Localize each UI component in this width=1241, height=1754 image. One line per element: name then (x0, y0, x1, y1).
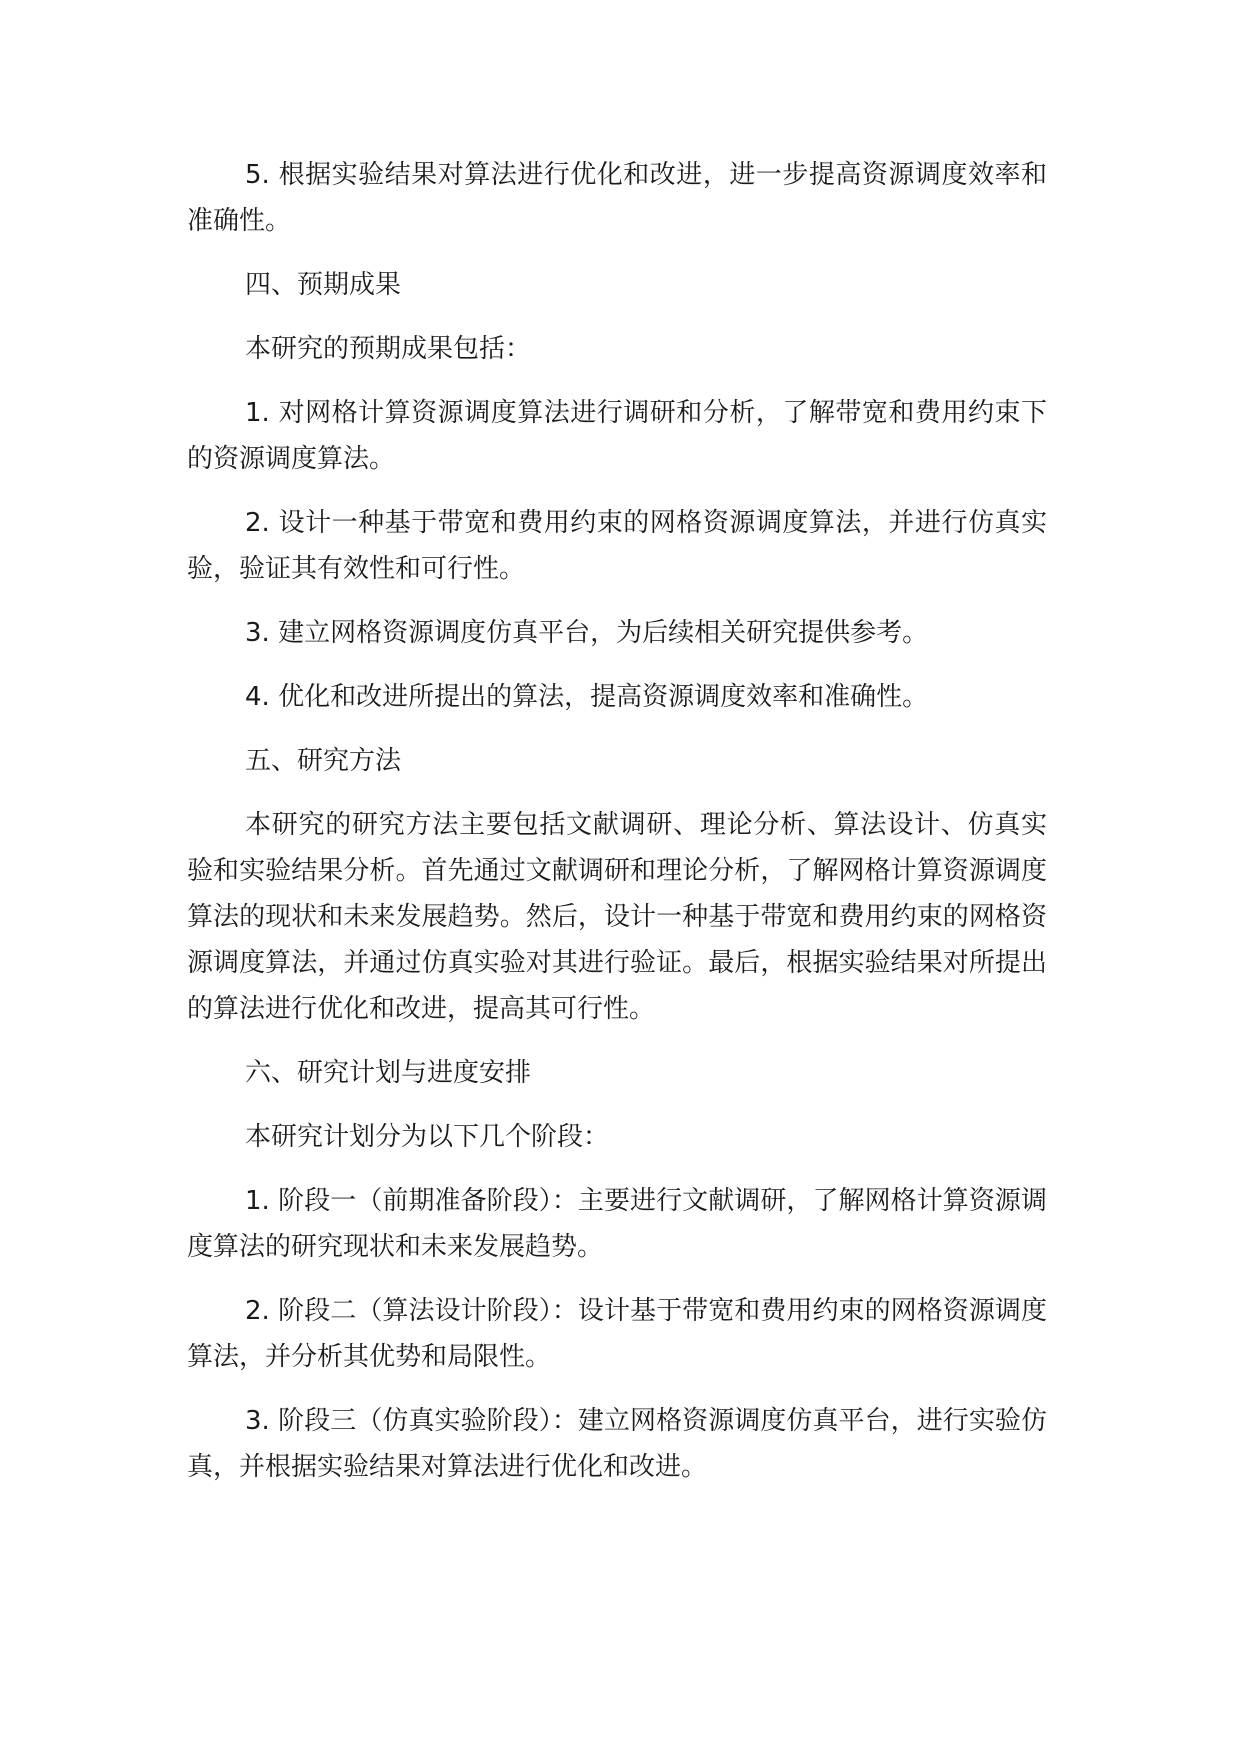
paragraph-item-5-step: 5. 根据实验结果对算法进行优化和改进，进一步提高资源调度效率和准确性。 (187, 160, 1047, 236)
paragraph-stage-1: 1. 阶段一（前期准备阶段）：主要进行文献调研，了解网格计算资源调度算法的研究现状和未来发展趋势。 (187, 1186, 1047, 1262)
section-heading-research-methods: 五、研究方法 (245, 746, 402, 776)
section-heading-expected-results: 四、预期成果 (245, 270, 402, 300)
paragraph-expected-results-intro: 本研究的预期成果包括： (245, 334, 532, 364)
paragraph-research-methods: 本研究的研究方法主要包括文献调研、理论分析、算法设计、仿真实验和实验结果分析。首先通过文献调研和理论分析，了解网格计算资源调度算法的现状和未来发展趋势。然后，设计一种基于带宽和费用约束的网格资源调度算法，并通过仿真实验对其进行验证。最后，根据实验结果对所提出的算法进行优化和改进，提高其可行性。 (187, 810, 1047, 1024)
paragraph-result-1: 1. 对网格计算资源调度算法进行调研和分析，了解带宽和费用约束下的资源调度算法。 (187, 398, 1047, 474)
document-body (187, 152, 1047, 1490)
paragraph-research-plan-intro: 本研究计划分为以下几个阶段： (245, 1122, 610, 1152)
paragraph-result-4: 4. 优化和改进所提出的算法，提高资源调度效率和准确性。 (245, 682, 929, 712)
paragraph-stage-3: 3. 阶段三（仿真实验阶段）：建立网格资源调度仿真平台，进行实验仿真，并根据实验结果对算法进行优化和改进。 (187, 1406, 1047, 1482)
paragraph-result-3: 3. 建立网格资源调度仿真平台，为后续相关研究提供参考。 (245, 618, 929, 648)
paragraph-result-2: 2. 设计一种基于带宽和费用约束的网格资源调度算法，并进行仿真实验，验证其有效性和可行性。 (187, 508, 1047, 584)
paragraph-stage-2: 2. 阶段二（算法设计阶段）：设计基于带宽和费用约束的网格资源调度算法，并分析其优势和局限性。 (187, 1296, 1047, 1372)
section-heading-research-plan: 六、研究计划与进度安排 (245, 1058, 532, 1088)
